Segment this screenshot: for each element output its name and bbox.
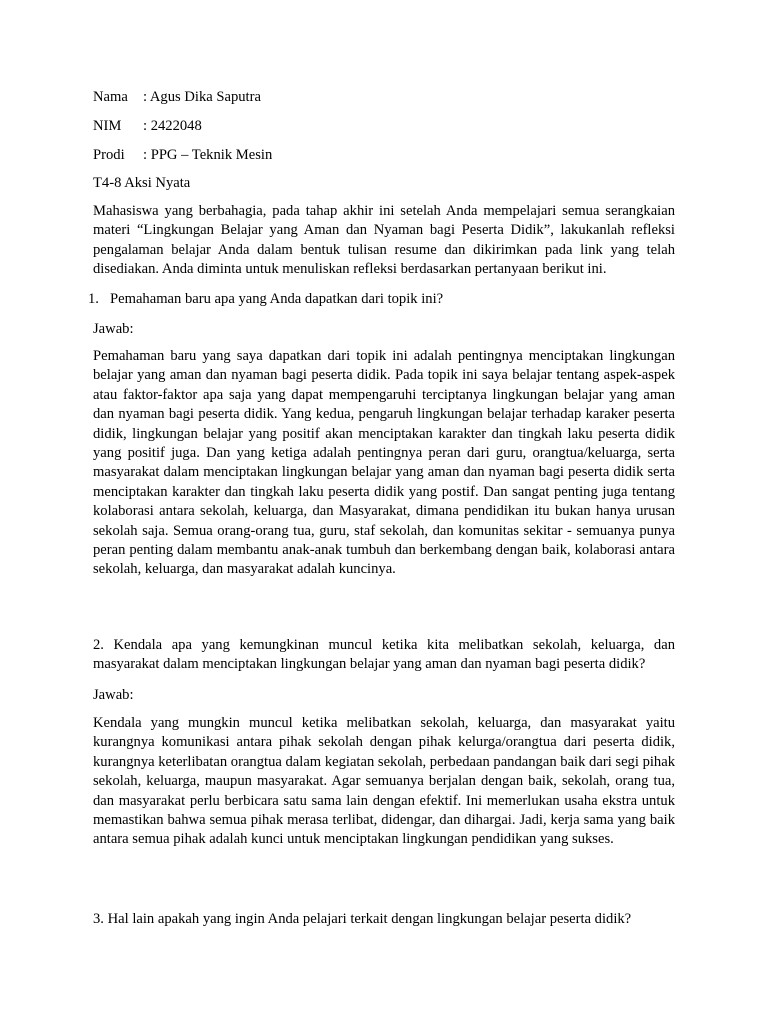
answer-2-label: Jawab: — [93, 687, 134, 703]
assignment-title: T4-8 Aksi Nyata — [93, 175, 191, 191]
student-prodi-line — [93, 145, 272, 165]
name-value: : Agus Dika Saputra — [143, 89, 261, 105]
prodi-value: : PPG – Teknik Mesin — [143, 147, 273, 163]
name-label: Nama — [93, 89, 128, 105]
answer-2-paragraph: Kendala yang mungkin muncul ketika melibatkan sekolah, keluarga, dan masyarakat yaitu kurangnya komunikasi antara pihak sekolah dengan pihak kelurga/orangtua dari peserta didik, kurangnya keterlibatan orangtua dalam kegiatan sekolah, perbedaan pandangan baik dari segi pihak sekolah, keluarga, maupun masyarakat. Agar semuanya berjalan dengan baik, sekolah, orang tua, dan masyarakat perlu berbicara satu sama lain dengan efektif. Ini memerlukan usaha ekstra untuk memastikan bahwa semua pihak merasa terlibat, didengar, dan dihargai. Jadi, kerja sama yang baik antara semua pihak adalah kunci untuk menciptakan lingkungan pendidikan yang sukses. — [93, 715, 675, 848]
question-1-number: 1. — [88, 291, 99, 307]
intro-paragraph: Mahasiswa yang berbahagia, pada tahap akhir ini setelah Anda mempelajari semua serangkaian materi “Lingkungan Belajar yang Aman dan Nyaman bagi Peserta Didik”, lakukanlah refleksi pengalaman belajar Anda dalam bentuk tulisan resume dan dikirimkan pada link yang telah disediakan. Anda diminta untuk menuliskan refleksi berdasarkan pertanyaan berikut ini. — [93, 203, 675, 278]
answer-1-paragraph: Pemahaman baru yang saya dapatkan dari topik ini adalah pentingnya menciptakan lingkungan belajar yang aman dan nyaman bagi peserta didik. Pada topik ini saya belajar tentang aspek-aspek atau faktor-faktor apa saja yang dapat mempengaruhi terciptanya lingkungan belajar yang aman dan nyaman bagi peserta didik. Yang kedua, pengaruh lingkungan belajar terhadap karaker peserta didik, lingkungan belajar yang positif akan menciptakan karakter dan tingkah laku peserta didik yang positif juga. Dan yang ketiga adalah pentingnya peran dari guru, orangtua/keluarga, serta masyarakat dalam menciptakan lingkungan belajar yang aman dan nyaman bagi peserta didik serta menciptakan karakter dan tingkah laku peserta didik yang postif. Dan sangat penting juga tentang kolaborasi antara sekolah, keluarga, dan Masyarakat, dimana pendidikan itu bukan hanya urusan sekolah saja. Semua orang-orang tua, guru, staf sekolah, dan komunitas sekitar - semuanya punya peran penting dalam membantu anak-anak tumbuh dan berkembang dengan baik, kolaborasi antara sekolah, keluarga, dan masyarakat adalah kuncinya. — [93, 348, 675, 578]
student-nim-line — [93, 116, 202, 136]
prodi-label: Prodi — [93, 147, 125, 163]
nim-value: : 2422048 — [143, 118, 202, 134]
question-1-text: Pemahaman baru apa yang Anda dapatkan dari topik ini? — [110, 291, 444, 307]
question-3: 3. Hal lain apakah yang ingin Anda pelajari terkait dengan lingkungan belajar peserta didik? — [93, 911, 632, 927]
question-2: 2. Kendala apa yang kemungkinan muncul ketika kita melibatkan sekolah, keluarga, dan masyarakat dalam menciptakan lingkungan belajar yang aman dan nyaman bagi peserta didik? — [93, 637, 675, 673]
nim-label: NIM — [93, 118, 122, 134]
student-name-line — [93, 87, 261, 107]
answer-1-label: Jawab: — [93, 321, 134, 337]
question-1 — [88, 289, 443, 309]
